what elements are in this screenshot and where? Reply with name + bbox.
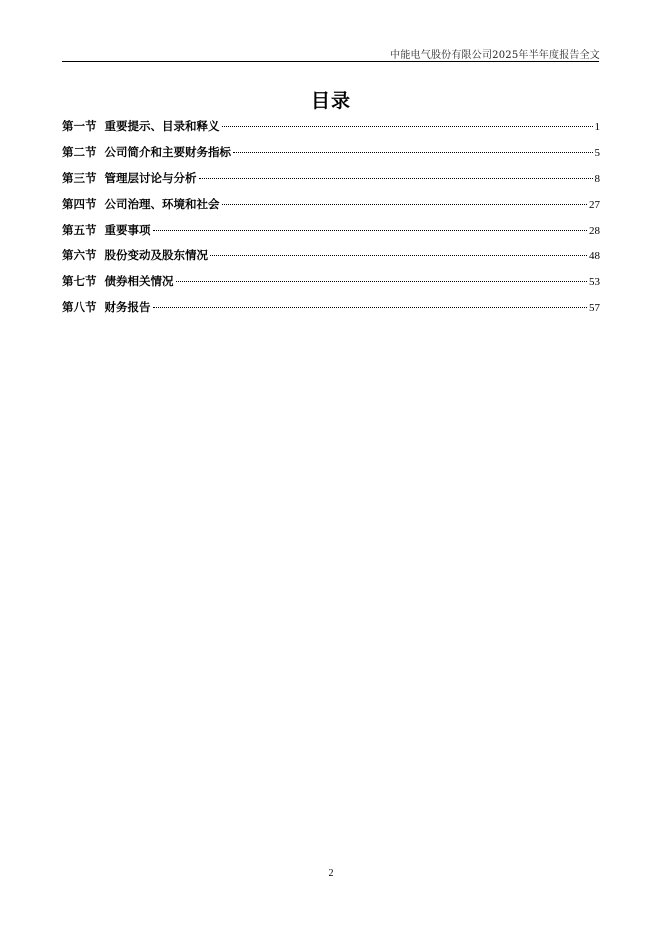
toc-page-number: 53 bbox=[589, 276, 600, 289]
running-header: 中能电气股份有限公司2025年半年度报告全文 bbox=[390, 50, 600, 61]
toc-section-title: 重要事项 bbox=[104, 222, 151, 237]
toc-section-title: 重要提示、目录和释义 bbox=[104, 119, 220, 133]
toc-section-title: 债券相关情况 bbox=[104, 274, 174, 289]
toc-entry-1[interactable] bbox=[62, 118, 600, 144]
toc-section-title: 公司治理、环境和社会 bbox=[104, 196, 220, 211]
table-of-contents bbox=[62, 118, 600, 325]
toc-page-number: 8 bbox=[594, 172, 600, 185]
toc-dot-leader bbox=[153, 307, 588, 308]
toc-section-number: 第三节 bbox=[62, 170, 97, 185]
toc-dot-leader bbox=[222, 126, 593, 127]
toc-page-number: 48 bbox=[589, 250, 600, 263]
toc-entry-5[interactable] bbox=[62, 222, 600, 248]
toc-section-title: 财务报告 bbox=[104, 300, 151, 315]
toc-page-number: 1 bbox=[594, 121, 600, 133]
toc-title: 目录 bbox=[310, 90, 351, 112]
page-number: 2 bbox=[328, 868, 334, 879]
toc-section-number: 第二节 bbox=[62, 144, 97, 159]
toc-page-number: 57 bbox=[589, 302, 600, 315]
toc-dot-leader bbox=[210, 255, 587, 256]
toc-section-number: 第八节 bbox=[62, 300, 97, 315]
toc-entry-2[interactable] bbox=[62, 144, 600, 170]
toc-page-number: 27 bbox=[589, 198, 600, 211]
toc-section-number: 第四节 bbox=[62, 196, 97, 211]
toc-dot-leader bbox=[222, 204, 588, 205]
toc-dot-leader bbox=[233, 152, 593, 153]
toc-page-number: 5 bbox=[594, 146, 600, 159]
toc-entry-8[interactable] bbox=[62, 299, 600, 325]
toc-dot-leader bbox=[153, 230, 588, 231]
toc-dot-leader bbox=[176, 281, 588, 282]
toc-section-title: 管理层讨论与分析 bbox=[104, 170, 197, 185]
toc-entry-3[interactable] bbox=[62, 170, 600, 196]
toc-page-number: 28 bbox=[589, 224, 600, 237]
header-rule bbox=[62, 61, 599, 62]
toc-section-number: 第五节 bbox=[62, 222, 97, 237]
toc-section-title: 公司简介和主要财务指标 bbox=[104, 144, 231, 159]
toc-entry-6[interactable] bbox=[62, 247, 600, 273]
toc-entry-7[interactable] bbox=[62, 273, 600, 299]
toc-entry-4[interactable] bbox=[62, 196, 600, 222]
toc-section-title: 股份变动及股东情况 bbox=[104, 248, 208, 263]
toc-dot-leader bbox=[199, 178, 593, 179]
toc-section-number: 第六节 bbox=[62, 248, 97, 263]
toc-section-number: 第七节 bbox=[62, 274, 97, 289]
toc-section-number: 第一节 bbox=[62, 119, 97, 133]
